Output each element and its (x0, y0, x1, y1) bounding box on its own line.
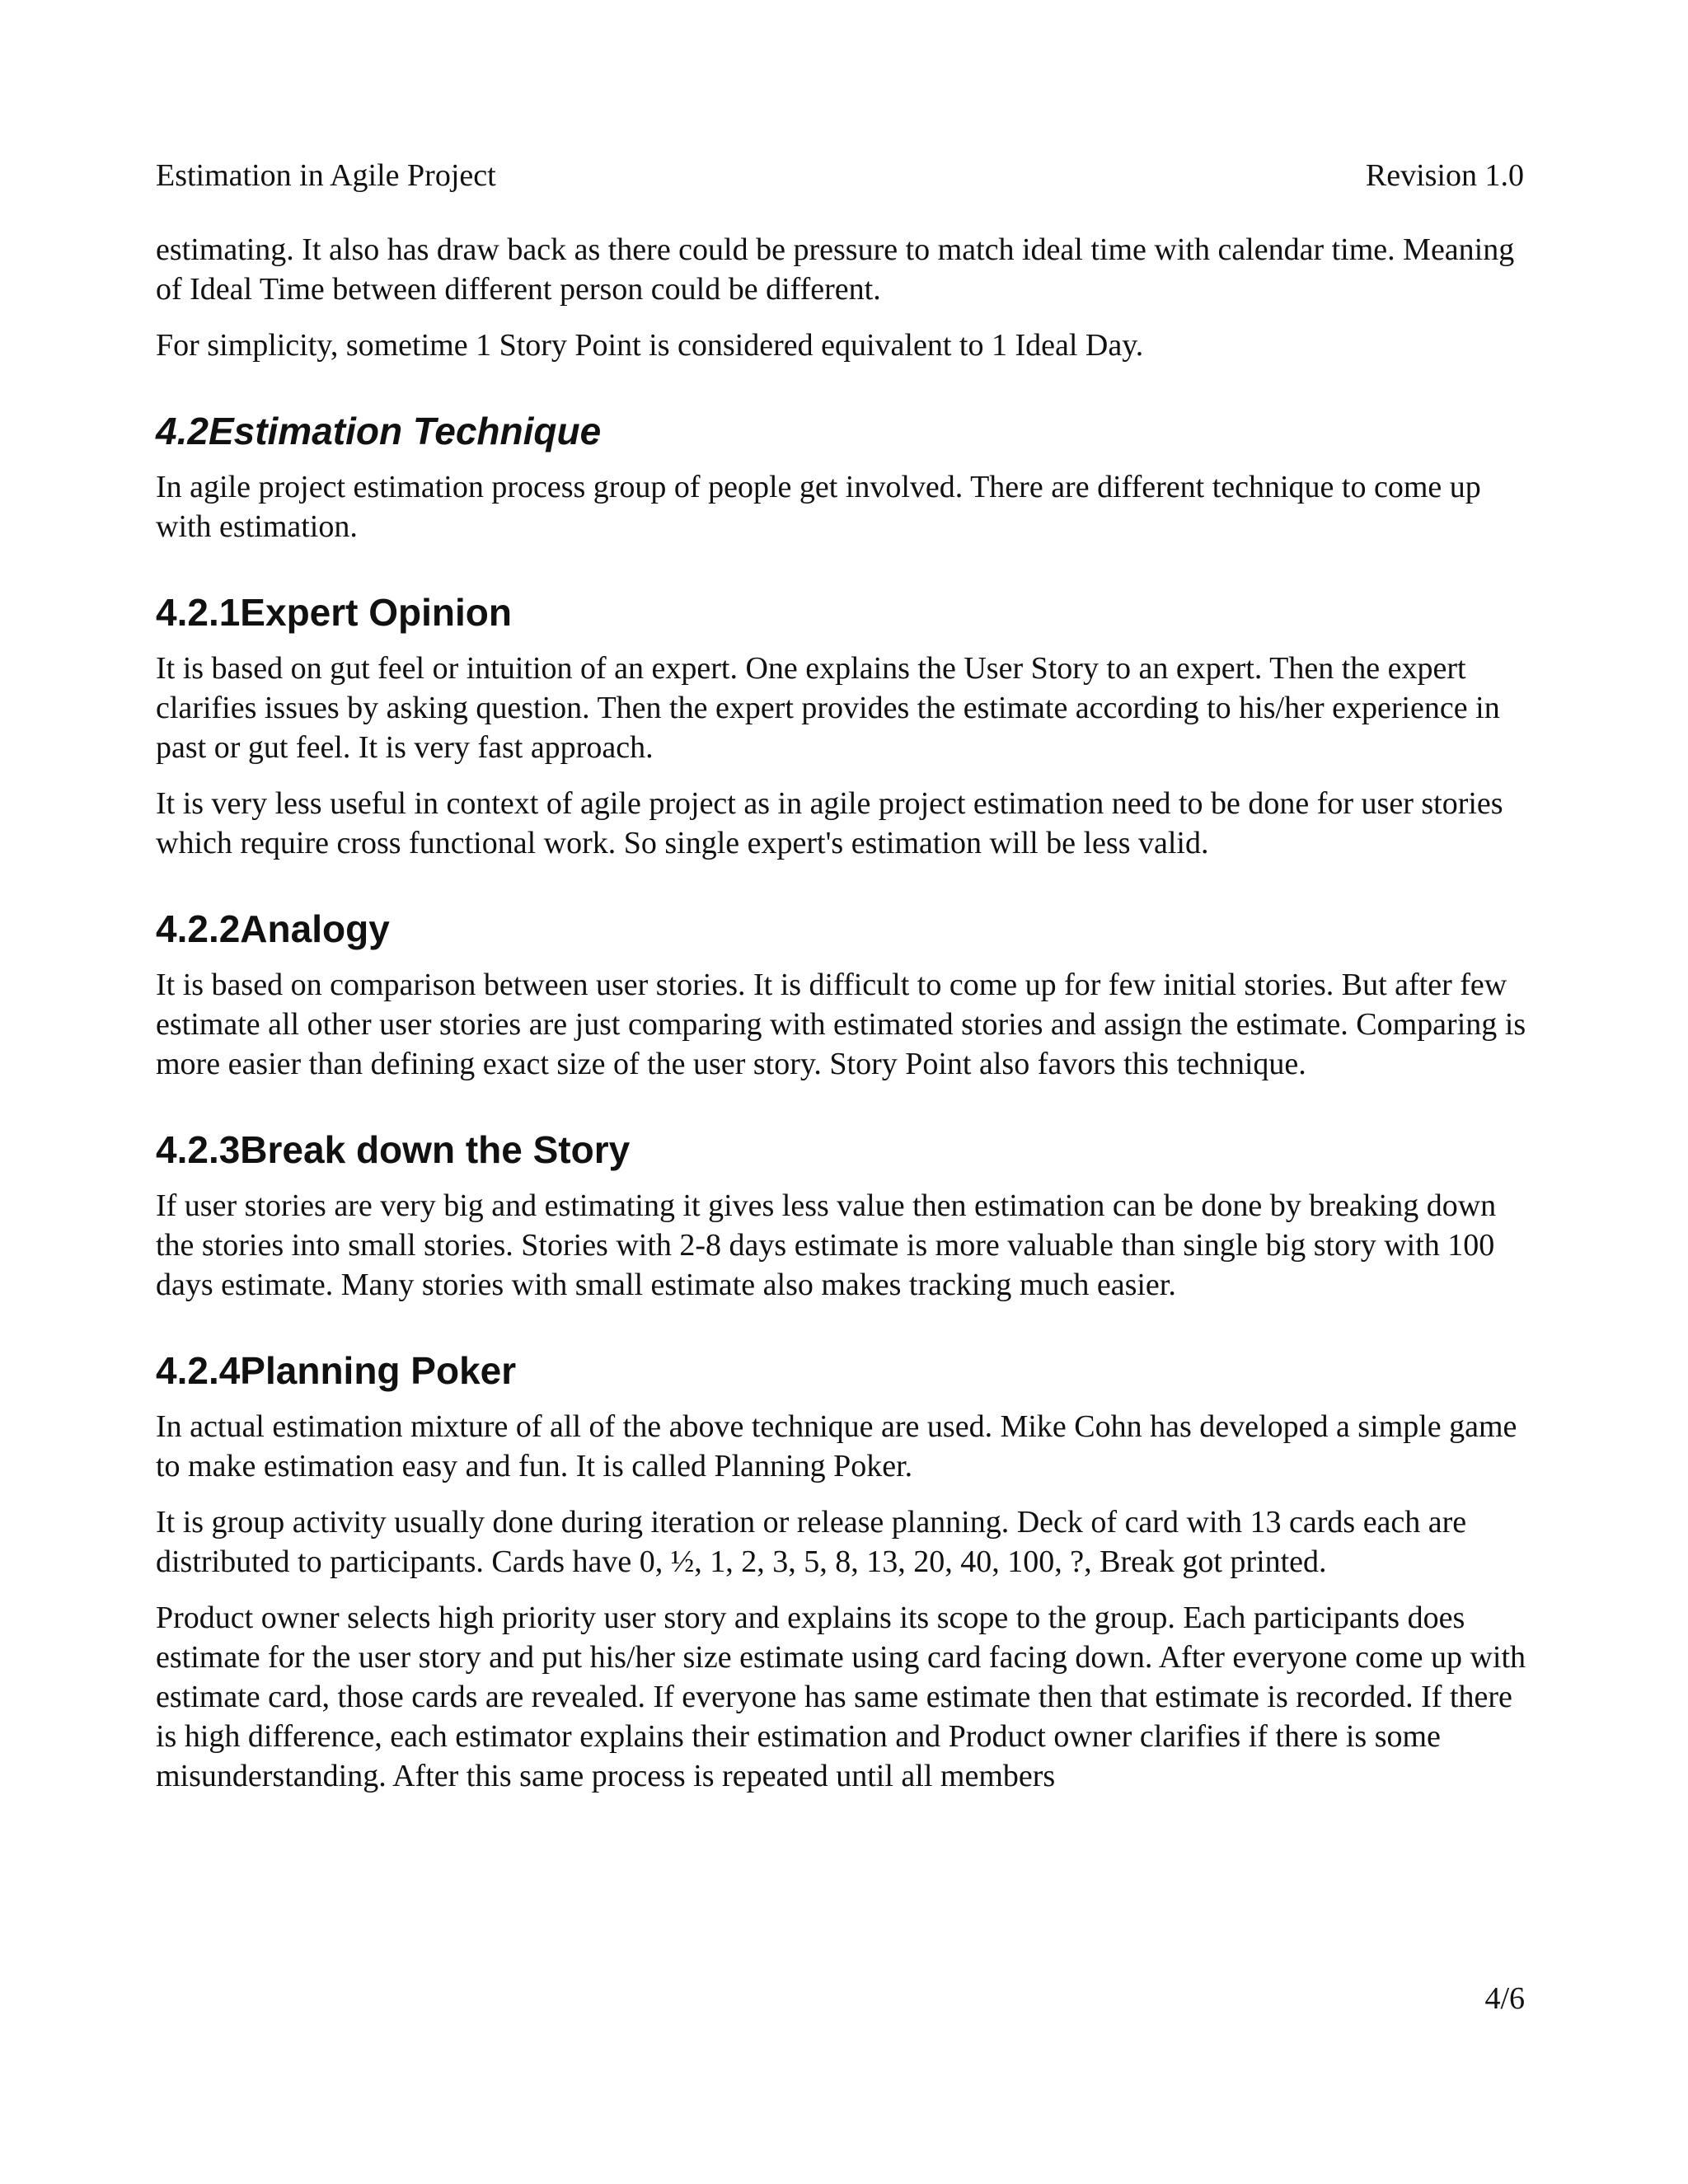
revision-label: Revision 1.0 (1365, 158, 1524, 193)
section-heading-planning-poker: 4.2.4Planning Poker (156, 1349, 517, 1392)
document-title: Estimation in Agile Project (156, 158, 496, 193)
planning-poker-paragraph-3: Product owner selects high priority user story and explains its scope to the group. Each participants does estimate for the user story and put his/her size estimate using card facing down. After everyone come up with estimate card, those cards are revealed. If everyone has same estimate then that estimate is recorded. If there is high difference, each estimator explains their estimation and Product owner clarifies if there is some misunderstanding. After this same process is repeated until all members (156, 1601, 1526, 1793)
section-heading-break-down-story: 4.2.3Break down the Story (156, 1128, 631, 1171)
planning-poker-paragraph-2: It is group activity usually done during iteration or release planning. Deck of card with 13 cards each are distributed to participants. Cards have 0, ½, 1, 2, 3, 5, 8, 13, 20, 40, 100, ?, Break got printed. (156, 1505, 1467, 1579)
expert-opinion-paragraph-2: It is very less useful in context of agile project as in agile project estimation need to be done for user stories which require cross functional work. So single expert's estimation will be less valid. (156, 786, 1503, 860)
planning-poker-paragraph-1: In actual estimation mixture of all of the above technique are used. Mike Cohn has developed a simple game to make estimation easy and fun. It is called Planning Poker. (156, 1409, 1517, 1483)
estimation-technique-paragraph: In agile project estimation process group of people get involved. There are different technique to come up with estimation. (156, 470, 1481, 544)
section-heading-analogy: 4.2.2Analogy (156, 907, 390, 950)
expert-opinion-paragraph-1: It is based on gut feel or intuition of an expert. One explains the User Story to an expert. Then the expert clarifies issues by asking question. Then the expert provides the estimate according to his/her experience in past or gut feel. It is very fast approach. (156, 651, 1500, 765)
section-heading-estimation-technique: 4.2Estimation Technique (156, 410, 602, 452)
page-body (156, 230, 1528, 1812)
analogy-paragraph: It is based on comparison between user stories. It is difficult to come up for few initial stories. But after few estimate all other user stories are just comparing with estimated stories and assign the estimate. Comparing is more easier than defining exact size of the user story. Story Point also favors this technique. (156, 968, 1526, 1081)
section-heading-expert-opinion: 4.2.1Expert Opinion (156, 591, 512, 634)
page-number: 4/6 (1484, 1981, 1525, 2016)
intro-paragraph-1: estimating. It also has draw back as there could be pressure to match ideal time with calendar time. Meaning of Ideal Time between different person could be different. (156, 232, 1515, 307)
page-header (156, 153, 1524, 198)
intro-paragraph-2: For simplicity, sometime 1 Story Point is considered equivalent to 1 Ideal Day. (156, 328, 1144, 363)
break-down-story-paragraph: If user stories are very big and estimating it gives less value then estimation can be done by breaking down the stories into small stories. Stories with 2-8 days estimate is more valuable than single big story with 100 days estimate. Many stories with small estimate also makes tracking much easier. (156, 1188, 1497, 1302)
